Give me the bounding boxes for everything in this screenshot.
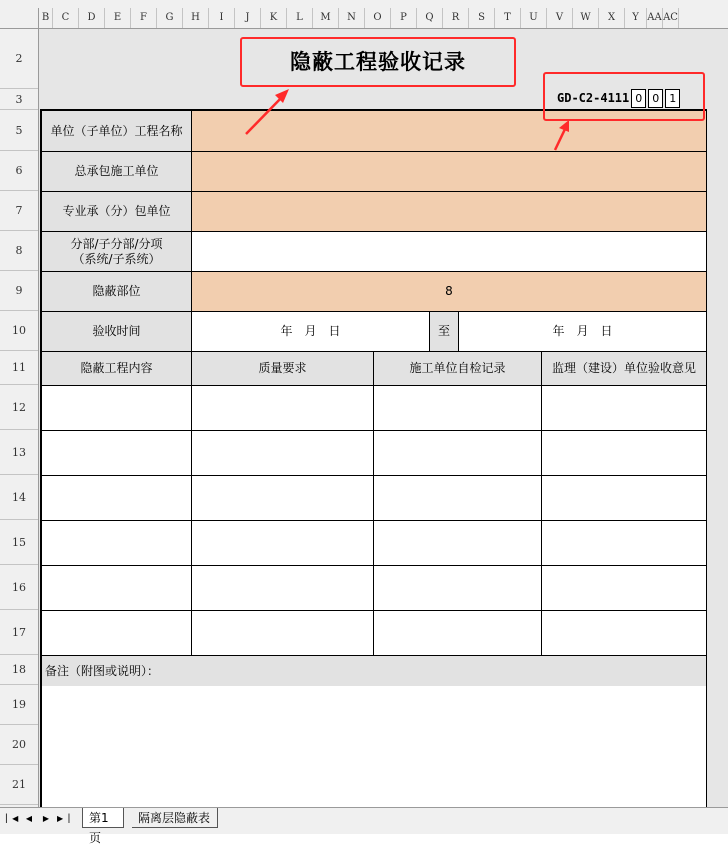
column-header-i[interactable]: I	[209, 8, 235, 28]
header-quality-requirement: 质量要求	[192, 352, 374, 386]
column-header-n[interactable]: N	[339, 8, 365, 28]
column-header-c[interactable]: C	[53, 8, 79, 28]
unit-project-name-label: 单位（子单位）工程名称	[42, 111, 192, 152]
header-supervision-opinion: 监理（建设）单位验收意见	[542, 352, 707, 386]
header-hidden-content: 隐蔽工程内容	[42, 352, 192, 386]
date-from-field[interactable]: 年 月 日	[192, 312, 430, 352]
row-header-11[interactable]: 11	[0, 351, 38, 385]
column-header-v[interactable]: V	[547, 8, 573, 28]
row-header-20[interactable]: 20	[0, 725, 38, 765]
row-header-10[interactable]: 10	[0, 311, 38, 351]
header-self-inspection: 施工单位自检记录	[374, 352, 542, 386]
column-header-ac[interactable]: AC	[663, 8, 679, 28]
row-header-9[interactable]: 9	[0, 271, 38, 311]
form-code-digit-3[interactable]: 1	[665, 89, 680, 108]
row-header-19[interactable]: 19	[0, 685, 38, 725]
column-header-u[interactable]: U	[521, 8, 547, 28]
column-header-f[interactable]: F	[131, 8, 157, 28]
column-header-w[interactable]: W	[573, 8, 599, 28]
row-header-7[interactable]: 7	[0, 191, 38, 231]
column-header-p[interactable]: P	[391, 8, 417, 28]
row-header-15[interactable]: 15	[0, 520, 38, 565]
column-header-j[interactable]: J	[235, 8, 261, 28]
column-header-b[interactable]: B	[39, 8, 53, 28]
hidden-part-field[interactable]: 8	[192, 272, 707, 312]
column-header-h[interactable]: H	[183, 8, 209, 28]
column-header-y[interactable]: Y	[625, 8, 647, 28]
column-header-g[interactable]: G	[157, 8, 183, 28]
column-header-aa[interactable]: AA	[647, 8, 663, 28]
row-header-16[interactable]: 16	[0, 565, 38, 610]
form-title: 隐蔽工程验收记录	[290, 50, 466, 74]
sheet-tab-bar	[0, 807, 728, 845]
row-header-8[interactable]: 8	[0, 231, 38, 271]
division-label-line2: （系统/子系统）	[72, 251, 161, 266]
next-sheet-icon[interactable]: ▶	[42, 814, 50, 823]
row-header-6[interactable]: 6	[0, 151, 38, 191]
column-header-d[interactable]: D	[79, 8, 105, 28]
general-contractor-label: 总承包施工单位	[42, 152, 192, 192]
column-header-s[interactable]: S	[469, 8, 495, 28]
inspection-time-label: 验收时间	[42, 312, 192, 352]
row-header-5[interactable]: 5	[0, 110, 38, 151]
sub-contractor-label: 专业承（分）包单位	[42, 192, 192, 232]
tab-sheet1[interactable]: 第1页	[82, 808, 124, 828]
row-header-13[interactable]: 13	[0, 430, 38, 475]
column-header-e[interactable]: E	[105, 8, 131, 28]
column-header-r[interactable]: R	[443, 8, 469, 28]
form-code-digit-2[interactable]: 0	[648, 89, 663, 108]
row-header-3[interactable]: 3	[0, 89, 38, 110]
column-header-o[interactable]: O	[365, 8, 391, 28]
column-header-k[interactable]: K	[261, 8, 287, 28]
arrow-icon-code	[555, 120, 569, 150]
remarks-label: 备注（附图或说明）：	[42, 656, 707, 686]
row-header-21[interactable]: 21	[0, 765, 38, 805]
row-header-12[interactable]: 12	[0, 385, 38, 430]
tab-sheet2[interactable]: 隔离层隐蔽表	[132, 808, 218, 828]
date-to-field[interactable]: 年 月 日	[459, 312, 707, 352]
column-header-l[interactable]: L	[287, 8, 313, 28]
form-code-prefix: GD-C2-4111	[557, 91, 630, 105]
to-label: 至	[430, 312, 459, 352]
last-sheet-icon[interactable]: ▶▕	[57, 814, 70, 823]
row-header-17[interactable]: 17	[0, 610, 38, 655]
column-header-x[interactable]: X	[599, 8, 625, 28]
row-header-18[interactable]: 18	[0, 655, 38, 685]
row-header-2[interactable]: 2	[0, 29, 38, 89]
prev-sheet-icon[interactable]: ◀	[25, 814, 33, 823]
arrow-icon-title	[246, 89, 289, 134]
hidden-part-label: 隐蔽部位	[42, 272, 192, 312]
column-header-q[interactable]: Q	[417, 8, 443, 28]
column-header-t[interactable]: T	[495, 8, 521, 28]
division-label-line1: 分部/子分部/分项	[70, 236, 163, 251]
column-header-m[interactable]: M	[313, 8, 339, 28]
row-header-14[interactable]: 14	[0, 475, 38, 520]
form-code-digit-1[interactable]: 0	[631, 89, 646, 108]
first-sheet-icon[interactable]: ▏◀	[6, 814, 19, 823]
